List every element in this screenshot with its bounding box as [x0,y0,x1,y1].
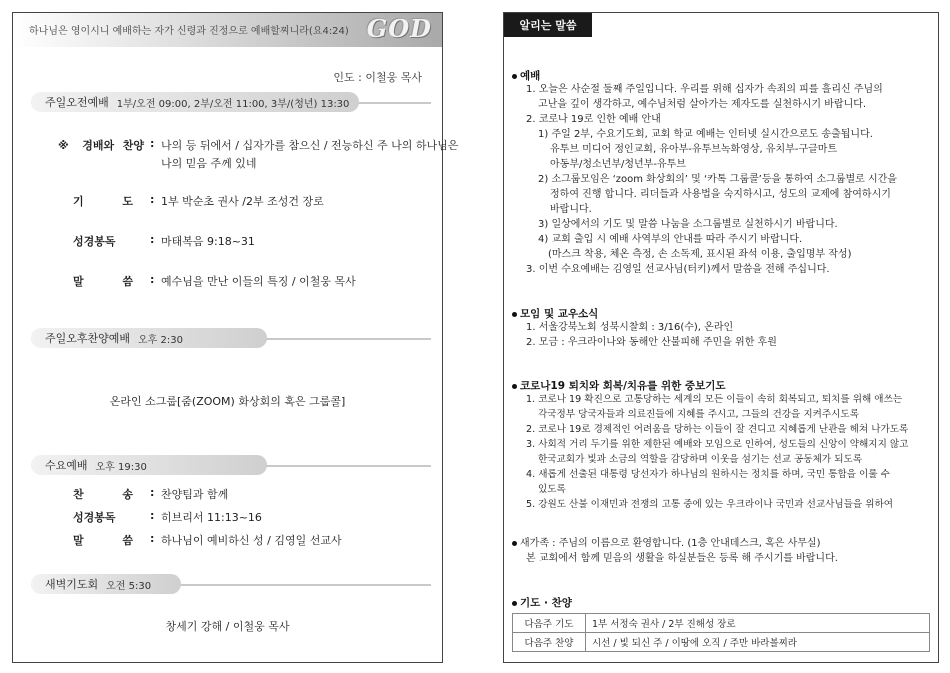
bullet-icon [512,312,517,317]
row-value: 히브리서 11:13~16 [161,511,262,524]
table-row [513,614,930,633]
row-colon: : [150,233,155,246]
meeting-notice-title-text: 모임 및 교우소식 [520,308,599,320]
table-head-cell: 다음주 기도 [513,614,586,633]
table-cell: 1부 서정숙 권사 / 2부 진해성 장로 [586,614,930,633]
worship-order-page [12,12,459,663]
worship-line: 유투브 미디어 정인교회, 유아부-유투브녹화영상, 유치부-구글마트 [550,144,838,155]
bullet-icon [512,384,517,389]
worship-line: 1. 오늘은 사순절 둘째 주일입니다. 우리를 위해 십자가 속죄의 피를 흘리신 주님의 [526,84,883,95]
row-label: 기 도 [73,195,133,208]
covid-line: 2. 코로나 19로 경제적인 어려움을 당하는 이들이 잘 견디고 지혜롭게 난관을 헤쳐 나가도록 [526,424,909,435]
meeting-notice-title [512,306,598,321]
covid-line: 1. 코로나 19 확진으로 고통당하는 세계의 모든 이들이 속히 회복되고, 퇴치를 위해 애쓰는 [526,394,903,405]
row-colon: : [150,486,155,499]
worship-notice-title-text: 예배 [520,70,541,82]
dawn-prayer-header [31,574,431,594]
dawn-prayer-text: 창세기 강해 / 이철웅 목사 [165,620,290,633]
worship-line: 3) 일상에서의 기도 및 말씀 나눔을 소그룹별로 실천하시기 바랍니다. [538,219,838,230]
dawn-prayer-schedule: 오전 5:30 [106,580,152,592]
row-label: 성경봉독 [73,235,116,248]
covid-line: 4. 새롭게 선출된 대통령 당선자가 하나님의 원하시는 정치를 하며, 국민 통합을 이룰 수 [526,469,890,480]
worship-line: 바랍니다. [550,204,592,215]
covid-line: 각국정부 당국자들과 의료진들에 지혜를 주시고, 그들의 건강을 지켜주시도록 [538,409,859,420]
worship-line: 4) 교회 출입 시 예배 사역부의 안내를 따라 주시기 바랍니다. [538,234,803,245]
covid-prayer-title-text: 코로나19 퇴치와 회복/치유를 위한 중보기도 [520,380,726,392]
row-value: 하나님이 예비하신 성 / 김영일 선교사 [161,534,342,547]
row-label: 말 씀 [73,534,133,547]
table-head-cell: 다음주 찬양 [513,633,586,652]
row-label: 찬 송 [73,488,133,501]
wednesday-worship-schedule: 오후 19:30 [95,461,147,473]
morning-worship-title: 주일오전예배 [45,96,109,109]
row-value: 예수님을 만난 이들의 특징 / 이철웅 목사 [161,275,356,288]
bullet-icon [512,541,517,546]
worship-line: 1) 주일 2부, 수요기도회, 교회 학교 예배는 인터넷 실시간으로도 송출됩니다. [538,129,873,140]
worship-notice-title [512,68,540,83]
row-value: 마태복음 9:18~31 [161,235,255,248]
afternoon-worship-title: 주일오후찬양예배 [45,332,131,345]
header-band [13,13,442,47]
morning-worship-schedule: 1부/오전 09:00, 2부/오전 11:00, 3부/(청년) 13:30 [116,98,350,110]
wednesday-worship-title: 수요예배 [45,459,88,472]
row-label: 말 씀 [73,275,133,288]
afternoon-worship-header [31,328,431,348]
bullet-icon [512,601,517,606]
row-value: 찬양팀과 함께 [161,488,229,501]
row-colon: : [150,273,155,286]
prayer-praise-title [512,595,572,610]
row-label: ※ 경배와 찬양 [58,139,144,152]
row-colon: : [150,193,155,206]
covid-line: 3. 사회적 거리 두기를 위한 제한된 예배와 모임으로 인하여, 성도들의 신앙이 약해지지 않고 [526,439,909,450]
covid-line: 5. 강원도 산불 이재민과 전쟁의 고통 중에 있는 우크라이나 국민과 선교사님들을 위하여 [526,499,894,510]
table-cell: 시선 / 빛 되신 주 / 이땅에 오직 / 주만 바라볼찌라 [586,633,930,652]
morning-worship-header [31,92,431,112]
table-row [513,633,930,652]
announcements-tab: 알리는 말씀 [504,13,592,37]
prayer-praise-table [512,613,930,652]
afternoon-worship-text: 온라인 소그룹[줌(ZOOM) 화상회의 혹은 그룹콜] [109,395,346,408]
announcements-page [503,12,939,663]
prayer-praise-title-text: 기도 · 찬양 [520,597,572,609]
row-colon: : [150,532,155,545]
covid-prayer-title [512,378,726,393]
worship-line: 2) 소그룹모임은 ‘zoom 화상회의’ 및 ‘카톡 그룹콜’등을 통하여 소그룹별로 시간을 [538,174,897,185]
row-value: 나의 믿음 주께 있네 [161,157,257,170]
row-value: 1부 박순초 권사 /2부 조성건 장로 [161,195,324,208]
bullet-icon [512,74,517,79]
god-logo: GOD [366,14,432,43]
worship-line: (마스크 착용, 체온 측정, 손 소독제, 표시된 좌석 이용, 출입명부 작성) [548,249,852,260]
covid-line: 한국교회가 빛과 소금의 역할을 감당하며 이웃을 섬기는 선교 공동체가 되도록 [538,454,863,465]
covid-line: 있도록 [538,484,566,495]
row-colon: : [150,137,155,150]
meeting-line: 1. 서울강북노회 성북시찰회 : 3/16(수), 온라인 [526,322,734,333]
dawn-prayer-title: 새벽기도회 [45,578,99,591]
meeting-line: 2. 모금 : 우크라이나와 동해안 산불피해 주민을 위한 후원 [526,337,777,348]
newcomer-line [512,536,820,551]
worship-line: 정하여 진행 합니다. 리더들과 사용법을 숙지하시고, 성도의 교제에 참여하시기 [550,189,891,200]
worship-line: 아동부/청소년부/청년부-유투브 [550,159,686,170]
row-label: 성경봉독 [73,511,116,524]
newcomer-register: 본 교회에서 함께 믿음의 생활을 하실분들은 등록 해 주시기를 바랍니다. [526,553,838,564]
worship-line: 2. 코로나 19로 인한 예배 안내 [526,114,661,125]
afternoon-worship-schedule: 오후 2:30 [138,334,183,346]
newcomer-welcome: 새가족 : 주님의 이름으로 환영합니다. (1층 안내데스크, 혹은 사무실) [520,538,821,549]
row-colon: : [150,509,155,522]
leader-name: 인도 : 이철웅 목사 [333,71,422,84]
row-value: 나의 등 뒤에서 / 십자가를 참으신 / 전능하신 주 나의 하나님은 [161,139,459,152]
header-verse: 하나님은 영이시니 예배하는 자가 신령과 진정으로 예배할찌니라(요4:24) [29,26,349,37]
wednesday-worship-header [31,455,431,475]
worship-line: 3. 이번 수요예배는 김영일 선교사님(터키)께서 말씀을 전해 주십니다. [526,264,830,275]
worship-line: 고난을 깊이 생각하고, 예수님처럼 살아가는 제자도를 실천하시기 바랍니다. [538,99,867,110]
